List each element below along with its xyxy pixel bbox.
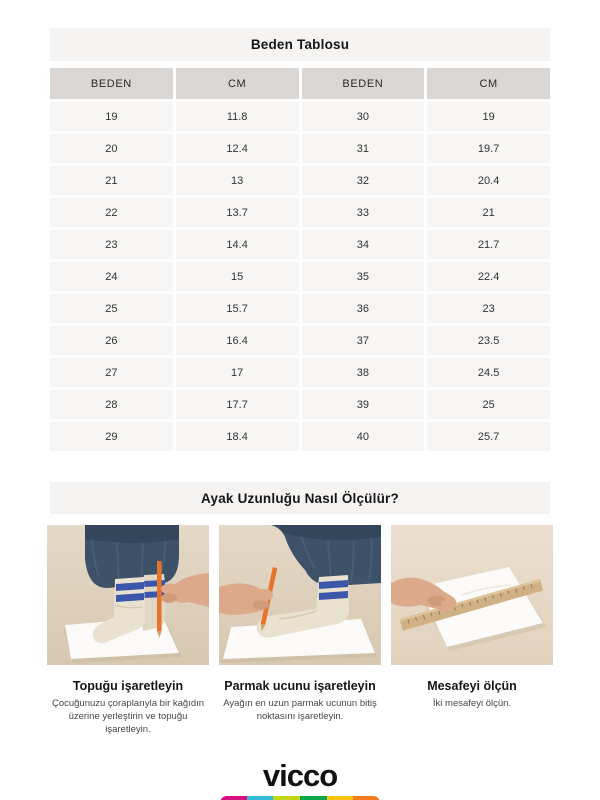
size-table-cell: 23.5 [427,326,550,355]
size-table-cell: 21 [427,198,550,227]
step-description: İki mesafeyi ölçün. [432,698,512,709]
size-table-cell: 31 [302,134,425,163]
size-table-cell: 21.7 [427,230,550,259]
brand-footer [0,759,600,800]
size-table-cell: 23 [50,230,173,259]
size-table-cell: 20 [50,134,173,163]
brand-bar-segment [327,796,354,800]
measure-step-distance [391,525,553,736]
size-table-cell: 16.4 [176,326,299,355]
brand-bar-segment [273,796,300,800]
size-table-cell: 19 [427,102,550,131]
measure-step-toe [219,525,381,736]
size-table-cell: 15.7 [176,294,299,323]
size-table-cell: 12.4 [176,134,299,163]
size-table-cell: 37 [302,326,425,355]
size-table-col-header: BEDEN [50,68,173,99]
measure-section-title: Ayak Uzunluğu Nasıl Ölçülür? [201,490,399,506]
size-table-cell: 18.4 [176,422,299,451]
measure-steps [47,525,553,736]
brand-logo: vicco [262,758,338,793]
size-table-cell: 11.8 [176,102,299,131]
size-table-cell: 36 [302,294,425,323]
size-table-cell: 20.4 [427,166,550,195]
size-table-cell: 17.7 [176,390,299,419]
size-table-cell: 30 [302,102,425,131]
size-table [50,68,550,451]
measure-section-header [50,482,550,514]
step-title: Mesafeyi ölçün [427,679,517,693]
size-table-col-header: CM [427,68,550,99]
size-table-cell: 14.4 [176,230,299,259]
size-table-cell: 19 [50,102,173,131]
size-table-cell: 25.7 [427,422,550,451]
size-table-cell: 13.7 [176,198,299,227]
size-table-cell: 22.4 [427,262,550,291]
size-table-col-header: BEDEN [302,68,425,99]
size-table-cell: 35 [302,262,425,291]
brand-bar-segment [300,796,327,800]
size-table-cell: 17 [176,358,299,387]
size-table-cell: 25 [427,390,550,419]
heel-marking-photo [47,525,209,665]
size-table-cell: 38 [302,358,425,387]
size-table-cell: 28 [50,390,173,419]
size-table-cell: 34 [302,230,425,259]
brand-bar-segment [220,796,247,800]
size-table-cell: 40 [302,422,425,451]
size-table-cell: 32 [302,166,425,195]
size-table-header [50,28,550,61]
size-table-cell: 39 [302,390,425,419]
size-table-cell: 21 [50,166,173,195]
size-table-col-header: CM [176,68,299,99]
size-table-cell: 26 [50,326,173,355]
toe-marking-photo [219,525,381,665]
step-title: Parmak ucunu işaretleyin [224,679,376,693]
brand-color-bar [220,796,380,800]
size-table-cell: 24.5 [427,358,550,387]
measure-step-heel [47,525,209,736]
size-table-cell: 27 [50,358,173,387]
size-table-cell: 33 [302,198,425,227]
step-description: Çocuğunuzu çoraplarıyla bir kağıdın üzerine yerleştirin ve topuğu işaretleyin. [51,698,205,735]
size-table-cell: 15 [176,262,299,291]
size-table-cell: 13 [176,166,299,195]
step-title: Topuğu işaretleyin [72,679,184,693]
step-description: Ayağın en uzun parmak ucunun bitiş noktasını işaretleyin. [223,698,377,722]
size-table-cell: 24 [50,262,173,291]
size-table-cell: 25 [50,294,173,323]
size-table-title: Beden Tablosu [250,37,350,52]
brand-bar-segment [247,796,274,800]
size-table-cell: 22 [50,198,173,227]
size-table-cell: 23 [427,294,550,323]
size-table-cell: 19.7 [427,134,550,163]
ruler-measuring-photo [391,525,553,665]
brand-bar-segment [353,796,380,800]
size-table-cell: 29 [50,422,173,451]
